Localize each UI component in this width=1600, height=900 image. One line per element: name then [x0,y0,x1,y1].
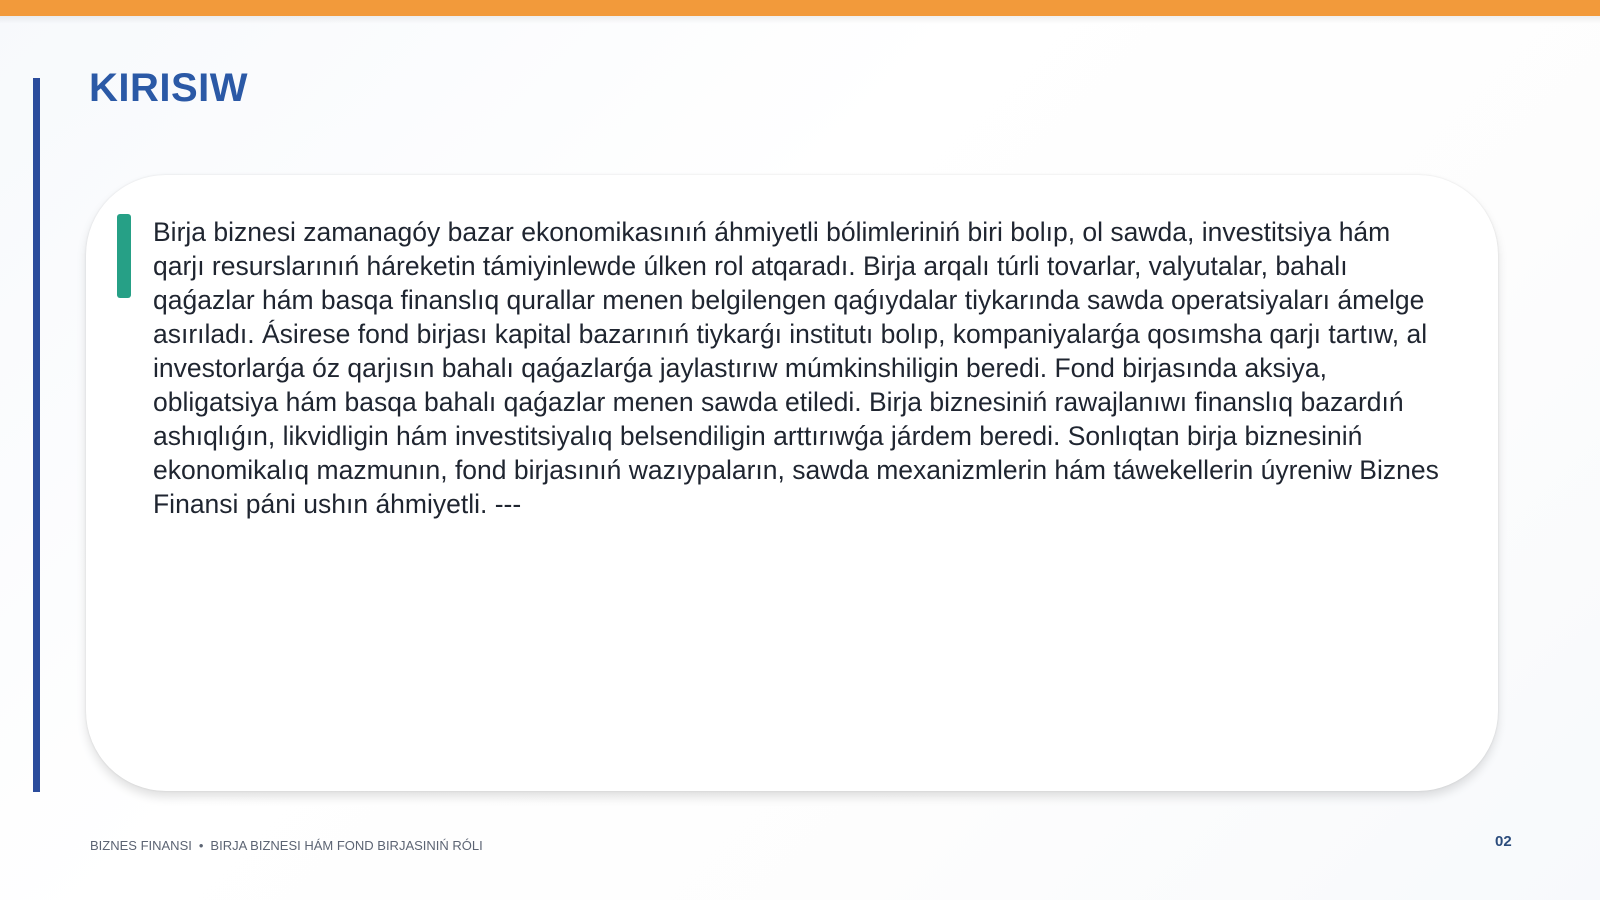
top-bar-shadow [0,16,1600,24]
slide-title: KIRISIW [89,66,249,110]
page-number: 02 [1495,833,1512,850]
top-accent-bar [0,0,1600,16]
content-card [86,175,1498,791]
footer-topic: BIRJA BIZNESI HÁM FOND BIRJASINIŃ RÓLI [210,838,483,853]
footer-course: BIZNES FINANSI [90,838,192,853]
left-vertical-rule [33,78,40,792]
card-accent-bar [117,214,131,298]
body-text: Birja biznesi zamanagóy bazar ekonomikasınıń áhmiyetli bólimleriniń biri bolıp, ol sawda, investitsiya hám qarjı resurslarınıń háreketin támiyinlewde úlken rol atqaradı. Birja arqalı túrli tovarlar, valyutalar, bahalı qaǵazlar hám basqa finanslıq qurallar menen belgilengen qaǵıydalar tiykarında sawda operatsiyaları ámelge asırıladı. Ásirese fond birjası kapital bazarınıń tiykarǵı institutı bolıp, kompaniyalarǵa qosımsha qarjı tartıw, al investorlarǵa óz qarjısın bahalı qaǵazlarǵa jaylastırıw múmkinshiligin beredi. Fond birjasında aksiya, obligatsiya hám basqa bahalı qaǵazlar menen sawda etiledi. Birja biznesiniń rawajlanıwı finanslıq bazardıń ashıqlıǵın, likvidligin hám investitsiyalıq belsendiligin arttırıwǵa járdem beredi. Sonlıqtan birja biznesiniń ekonomikalıq mazmunın, fond birjasınıń wazıypaların, sawda mexanizmlerin hám táwekellerin úyreniw Biznes Finansi páni ushın áhmiyetli. --- [153,217,1439,519]
footer-separator: • [198,838,204,853]
footer [90,838,483,853]
